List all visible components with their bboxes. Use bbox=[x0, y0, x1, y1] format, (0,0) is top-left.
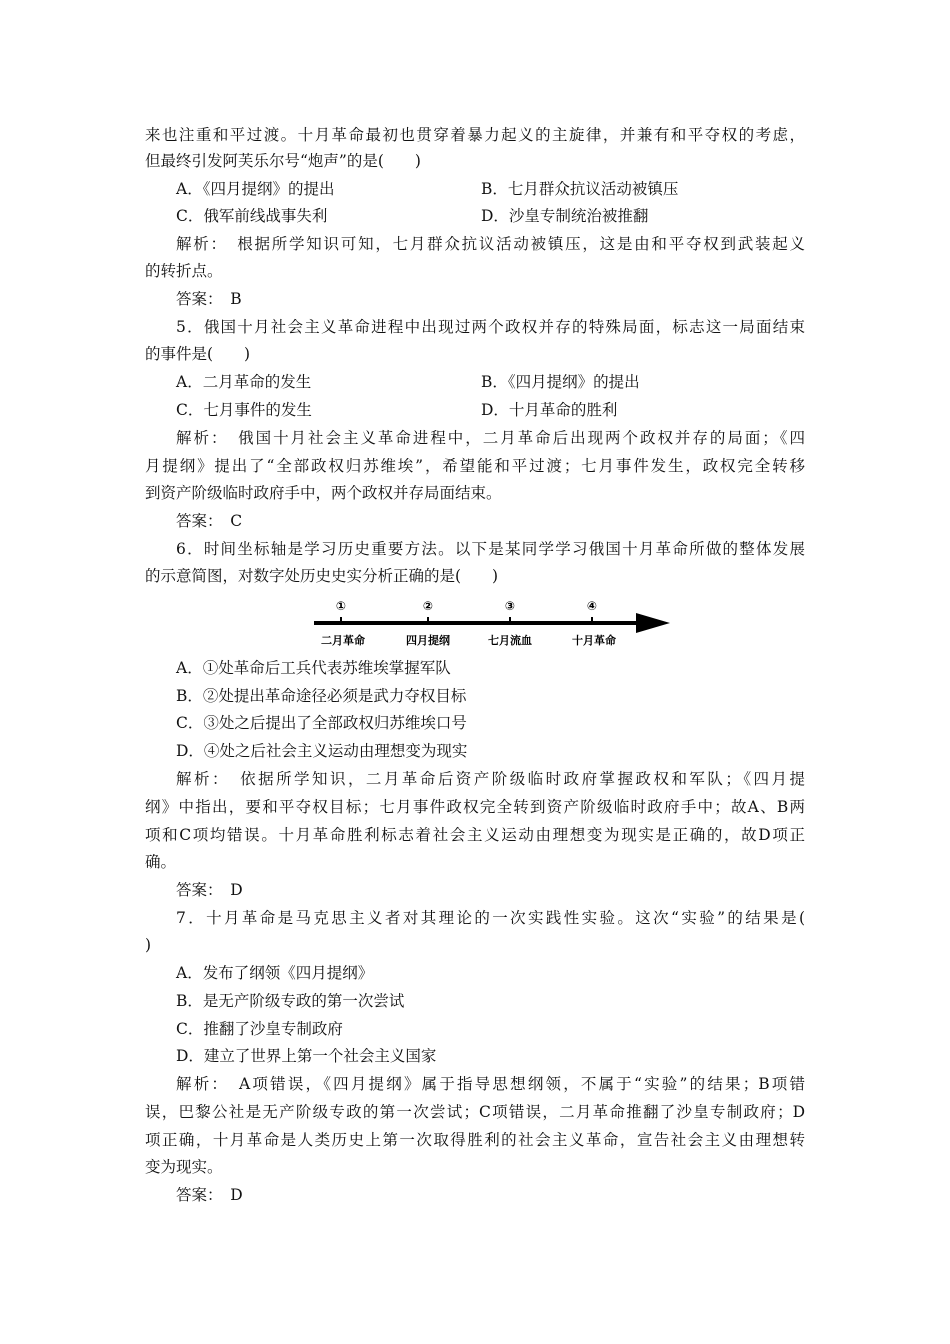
timeline-label-4: 十月革命 bbox=[572, 634, 616, 647]
q5-option-c: C．七月事件的发生 bbox=[176, 401, 312, 419]
q5-analysis: 解析： 俄国十月社会主义革命进程中，二月革命后出现两个政权并存的局面；《四 bbox=[176, 429, 805, 447]
q6-stem-line: 的示意简图，对数字处历史史实分析正确的是( ) bbox=[145, 567, 499, 585]
q4-option-c: C．俄军前线战事失利 bbox=[176, 207, 328, 225]
timeline-label-1: 二月革命 bbox=[321, 634, 365, 647]
q5-analysis: 到资产阶级临时政府手中，两个政权并存局面结束。 bbox=[145, 484, 502, 502]
q5-option-b: B．《四月提纲》的提出 bbox=[481, 373, 640, 391]
timeline-mark-1: ① bbox=[335, 599, 347, 613]
q7-stem-line: 7．十月革命是马克思主义者对其理论的一次实践性实验。这次“实验”的结果是( bbox=[176, 909, 805, 927]
q7-option-d: D．建立了世界上第一个社会主义国家 bbox=[176, 1047, 437, 1065]
q4-stem-line: 来也注重和平过渡。十月革命最初也贯穿着暴力起义的主旋律，并兼有和平夺权的考虑， bbox=[145, 126, 805, 144]
q7-analysis: 误，巴黎公社是无产阶级专政的第一次尝试；C项错误，二月革命推翻了沙皇专制政府；D bbox=[145, 1103, 805, 1121]
q6-option-b: B．②处提出革命途径必须是武力夺权目标 bbox=[176, 687, 467, 705]
q5-stem-line: 5．俄国十月社会主义革命进程中出现过两个政权并存的特殊局面，标志这一局面结束 bbox=[176, 318, 805, 336]
q4-analysis: 的转折点。 bbox=[145, 262, 223, 280]
q5-option-a: A．二月革命的发生 bbox=[176, 373, 312, 391]
q4-analysis: 解析： 根据所学知识可知，七月群众抗议活动被镇压，这是由和平夺权到武装起义 bbox=[176, 235, 805, 253]
timeline-mark-2: ② bbox=[422, 599, 434, 613]
q4-stem-line: 但最终引发阿芙乐尔号“炮声”的是( ) bbox=[145, 152, 421, 170]
q6-stem-line: 6．时间坐标轴是学习历史重要方法。以下是某同学学习俄国十月革命所做的整体发展 bbox=[176, 540, 805, 558]
q6-option-a: A．①处革命后工兵代表苏维埃掌握军队 bbox=[176, 659, 451, 677]
q6-analysis: 确。 bbox=[145, 853, 177, 871]
q6-analysis: 项和C项均错误。十月革命胜利标志着社会主义运动由理想变为现实是正确的，故D项正 bbox=[145, 826, 805, 844]
q7-analysis: 解析： A项错误，《四月提纲》属于指导思想纲领，不属于“实验”的结果；B项错 bbox=[176, 1075, 805, 1093]
q7-option-a: A．发布了纲领《四月提纲》 bbox=[176, 964, 374, 982]
timeline-label-3: 七月流血 bbox=[488, 634, 532, 647]
q7-stem-line: ) bbox=[145, 936, 152, 954]
timeline-arrowhead bbox=[636, 613, 670, 633]
q6-analysis: 纲》中指出，要和平夺权目标；七月事件政权完全转到资产阶级临时政府手中；故A、B两 bbox=[145, 798, 805, 816]
q7-analysis: 项正确，十月革命是人类历史上第一次取得胜利的社会主义革命，宣告社会主义由理想转 bbox=[145, 1131, 805, 1149]
q5-stem-line: 的事件是( ) bbox=[145, 345, 251, 363]
timeline-label-2: 四月提纲 bbox=[406, 634, 450, 647]
q6-option-c: C．③处之后提出了全部政权归苏维埃口号 bbox=[176, 714, 467, 732]
timeline-mark-3: ③ bbox=[504, 599, 516, 613]
q7-option-c: C．推翻了沙皇专制政府 bbox=[176, 1020, 343, 1038]
q5-analysis: 月提纲》提出了“全部政权归苏维埃”，希望能和平过渡；七月事件发生，政权完全转移 bbox=[145, 457, 805, 475]
q7-option-b: B．是无产阶级专政的第一次尝试 bbox=[176, 992, 405, 1010]
timeline-mark-4: ④ bbox=[586, 599, 598, 613]
q4-answer: 答案： B bbox=[176, 290, 242, 308]
q4-option-b: B．七月群众抗议活动被镇压 bbox=[481, 180, 679, 198]
q4-option-a: A．《四月提纲》的提出 bbox=[176, 180, 335, 198]
q6-option-d: D．④处之后社会主义运动由理想变为现实 bbox=[176, 742, 468, 760]
timeline-diagram bbox=[310, 596, 672, 652]
q6-answer: 答案： D bbox=[176, 881, 243, 899]
q5-answer: 答案： C bbox=[176, 512, 243, 530]
q4-option-d: D．沙皇专制统治被推翻 bbox=[481, 207, 649, 225]
q7-analysis: 变为现实。 bbox=[145, 1158, 223, 1176]
q5-option-d: D．十月革命的胜利 bbox=[481, 401, 618, 419]
q7-answer: 答案： D bbox=[176, 1186, 243, 1204]
q6-analysis: 解析： 依据所学知识，二月革命后资产阶级临时政府掌握政权和军队；《四月提 bbox=[176, 770, 805, 788]
